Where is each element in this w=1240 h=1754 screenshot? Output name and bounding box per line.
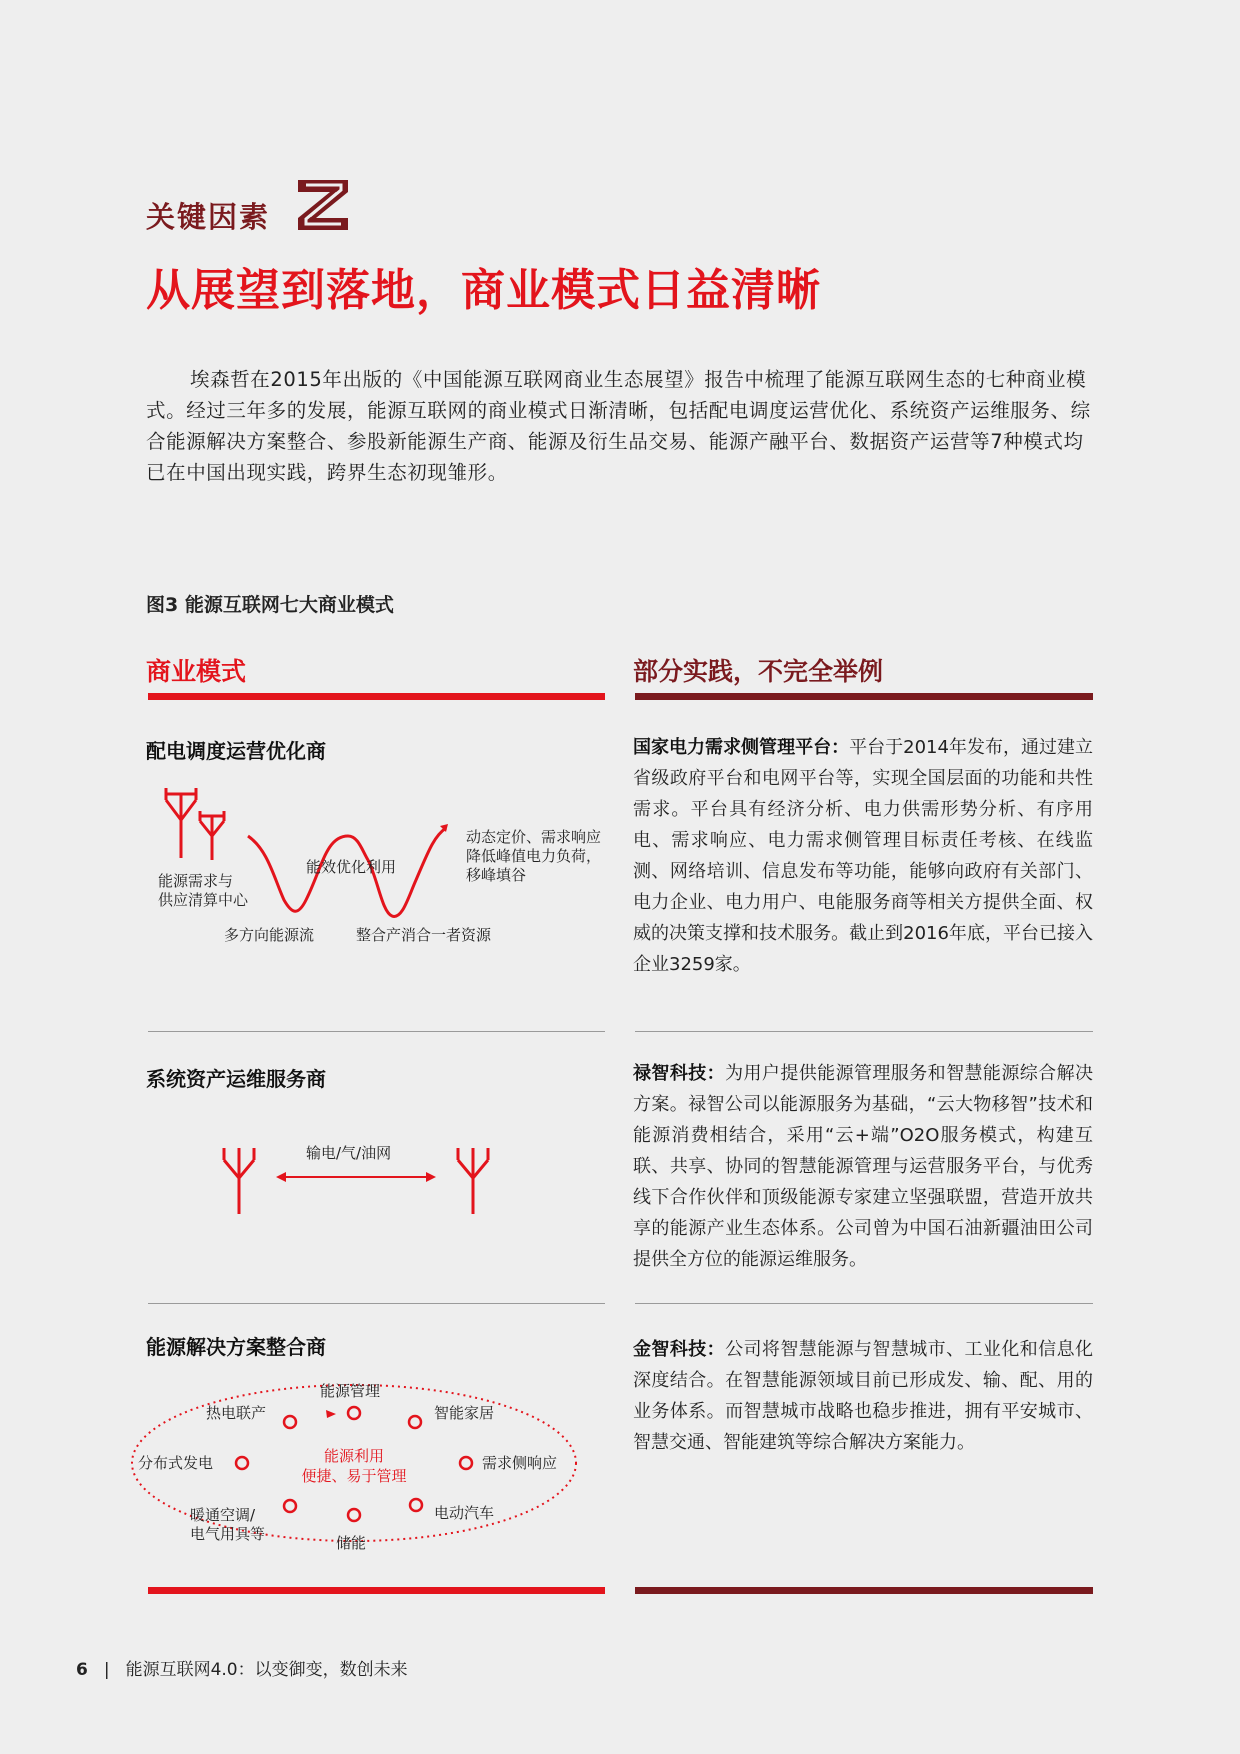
page-number: 6 <box>76 1660 88 1680</box>
column-heading-practices: 部分实践，不完全举例 <box>633 657 884 686</box>
practice-description <box>633 1058 1093 1275</box>
model-title: 能源解决方案整合商 <box>146 1335 326 1359</box>
label-integrate-prosumers: 整合产消合一者资源 <box>356 926 492 944</box>
om-diagram <box>146 1130 616 1220</box>
power-tower-icon <box>166 788 196 858</box>
label-storage: 储能 <box>336 1534 367 1552</box>
label-energy-management: 能源管理 <box>320 1382 381 1400</box>
node-smart-home <box>409 1416 421 1428</box>
label-smart-home: 智能家居 <box>434 1404 495 1422</box>
intro-paragraph: 埃森哲在2015年出版的《中国能源互联网商业生态展望》报告中梳理了能源互联网生态的七种商业模式。经过三年多的发展，能源互联网的商业模式日渐清晰，包括配电调度运营优化、系统资产运维服务、综合能源解决方案整合、参股新能源生产商、能源及衍生品交易、能源产融平台、数据资产运营等7种模式均已在中国出现实践，跨界生态初现雏形。 <box>146 368 1091 484</box>
node-demand-response <box>460 1457 472 1469</box>
practice-name: 禄智科技： <box>633 1063 726 1084</box>
practice-text: 公司将智慧能源与智慧城市、工业化和信息化深度结合。在智慧能源领域目前已形成发、输、配、用的业务体系。而智慧城市战略也稳步推进，拥有平安城市、智慧交通、智能建筑等综合解决方案能力。 <box>633 1339 1094 1453</box>
node-storage <box>348 1509 360 1521</box>
model-title: 配电调度运营优化商 <box>146 739 326 763</box>
label-ev: 电动汽车 <box>434 1504 495 1522</box>
label-demand-response: 需求侧响应 <box>482 1454 558 1472</box>
left-top-rule <box>148 693 605 700</box>
column-heading-models: 商业模式 <box>146 657 247 686</box>
practice-name: 金智科技： <box>633 1339 726 1360</box>
integration-diagram <box>100 1370 620 1560</box>
power-tower-small-icon <box>200 811 224 860</box>
dispatch-diagram <box>146 780 616 960</box>
practice-name: 国家电力需求侧管理平台： <box>633 737 850 758</box>
key-factor-badge <box>294 174 354 234</box>
document-title: 能源互联网4.0：以变御变，数创未来 <box>125 1660 408 1680</box>
power-tower-icon <box>224 1148 254 1214</box>
power-tower-icon <box>458 1148 488 1214</box>
section-kicker: 关键因素 <box>146 200 271 234</box>
label-efficiency: 能效优化利用 <box>306 858 397 876</box>
label-distributed-generation: 分布式发电 <box>138 1454 214 1472</box>
practice-text: 平台于2014年发布，通过建立省级政府平台和电网平台等，实现全国层面的功能和共性需求。平台具有经济分析、电力供需形势分析、有序用电、需求响应、电力需求侧管理目标责任考核、在线监测、网络培训、信息发布等功能，能够向政府有关部门、电力企业、电力用户、电能服务商等相关方提供全面、权威的决策支撑和技术服务。截止到2016年底，平台已接入企业3259家。 <box>633 737 1094 975</box>
row-divider-left <box>148 1031 605 1032</box>
practice-text: 为用户提供能源管理服务和智慧能源综合解决方案。禄智公司以能源服务为基础，“云大物移智”技术和能源消费相结合，采用“云+端”O2O服务模式，构建互联、共享、协同的智慧能源管理与运营服务平台，与优秀线下合作伙伴和顶级能源专家建立坚强联盟，营造开放共享的能源产业生态体系。公司曾为中国石油新疆油田公司提供全方位的能源运维服务。 <box>633 1063 1094 1270</box>
label-chp: 热电联产 <box>206 1404 267 1422</box>
node-energy-management <box>348 1407 360 1419</box>
row-divider-right <box>635 1031 1093 1032</box>
label-multi-direction-flow: 多方向能源流 <box>224 926 315 944</box>
figure-caption: 图3 能源互联网七大商业模式 <box>146 594 394 616</box>
label-clearing-center: 能源需求与 供应清算中心 <box>158 872 249 909</box>
practice-description <box>633 1334 1093 1458</box>
arrow-head-icon <box>326 1410 336 1418</box>
center-label: 能源利用 便捷、易于管理 <box>301 1447 407 1485</box>
right-bottom-rule <box>635 1587 1093 1594</box>
left-bottom-rule <box>148 1587 605 1594</box>
right-top-rule <box>635 693 1093 700</box>
footer-separator: | <box>103 1660 110 1680</box>
node-ev <box>410 1499 422 1511</box>
row-divider-right <box>635 1303 1093 1304</box>
node-chp <box>284 1416 296 1428</box>
model-title: 系统资产运维服务商 <box>146 1067 326 1091</box>
arrow-right-icon <box>426 1172 436 1182</box>
page-footer <box>76 1655 408 1680</box>
node-hvac <box>284 1500 296 1512</box>
page-title: 从展望到落地，商业模式日益清晰 <box>146 265 821 316</box>
label-hvac: 暖通空调/ 电气用具等 <box>190 1506 266 1543</box>
node-distributed-generation <box>236 1457 248 1469</box>
label-network: 输电/气/油网 <box>306 1144 392 1162</box>
practice-description <box>633 732 1093 980</box>
row-divider-left <box>148 1303 605 1304</box>
arrow-left-icon <box>276 1172 286 1182</box>
badge-z-icon <box>294 174 354 234</box>
label-dynamic-pricing: 动态定价、需求响应 降低峰值电力负荷， 移峰填谷 <box>466 828 602 884</box>
